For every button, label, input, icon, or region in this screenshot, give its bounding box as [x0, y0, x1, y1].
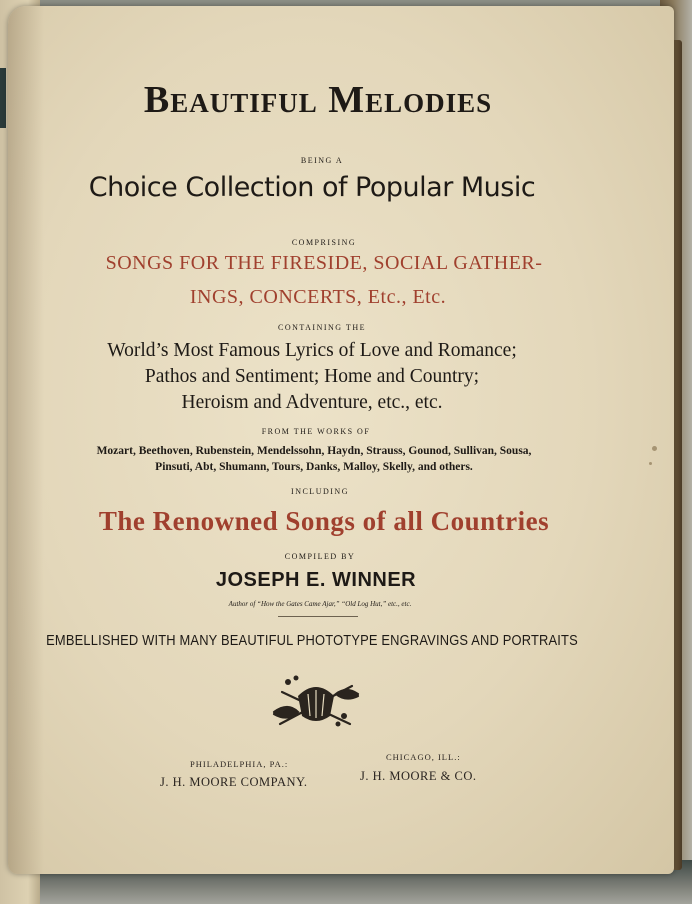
composers-line-2: Pinsuti, Abt, Shumann, Tours, Danks, Malloy, Skelly, and others. — [155, 461, 473, 473]
page-gutter-shadow — [8, 6, 44, 874]
lyrics-line-2: Pathos and Sentiment; Home and Country; — [144, 366, 480, 387]
publisher-city-chicago: CHICAGO, ILL.: — [386, 752, 461, 762]
publisher-name-chicago: J. H. MOORE & CO. — [360, 769, 477, 783]
including-label: INCLUDING — [291, 487, 349, 496]
comprising-label: COMPRISING — [291, 238, 357, 247]
author-note: Author of “How the Gates Came Ajar,” “Old Log Hut,” etc., etc. — [228, 600, 412, 608]
being-a-label: BEING A — [300, 156, 344, 165]
works-of-label: FROM THE WORKS OF — [261, 427, 371, 436]
author-note-rule — [278, 616, 358, 617]
lyrics-line-1: World’s Most Famous Lyrics of Love and Romance; — [107, 340, 517, 361]
lyrics-line-3: Heroism and Adventure, etc., etc. — [181, 392, 443, 413]
publisher-name-philadelphia: J. H. MOORE COMPANY. — [160, 775, 308, 789]
compiler-name: JOSEPH E. WINNER — [215, 569, 417, 591]
book-subtitle: Choice Collection of Popular Music — [88, 172, 536, 203]
title-page — [8, 6, 674, 874]
renowned-songs-heading: The Renowned Songs of all Countries — [98, 506, 550, 536]
containing-label: CONTAINING THE — [278, 323, 366, 332]
embellished-line: EMBELLISHED WITH MANY BEAUTIFUL PHOTOTYPE ENGRAVINGS AND PORTRAITS — [46, 632, 578, 649]
book-title: Beautiful Melodies — [143, 79, 493, 121]
compiled-by-label: COMPILED BY — [284, 552, 356, 561]
songs-line-1: SONGS FOR THE FIRESIDE, SOCIAL GATHER- — [105, 252, 543, 274]
composers-line-1: Mozart, Beethoven, Rubenstein, Mendelssohn, Haydn, Strauss, Gounod, Sullivan, Sousa, — [96, 445, 532, 457]
songs-line-2: INGS, CONCERTS, Etc., Etc. — [189, 286, 447, 308]
lyre-ornament-icon — [268, 672, 364, 734]
publisher-city-philadelphia: PHILADELPHIA, PA.: — [190, 759, 289, 769]
